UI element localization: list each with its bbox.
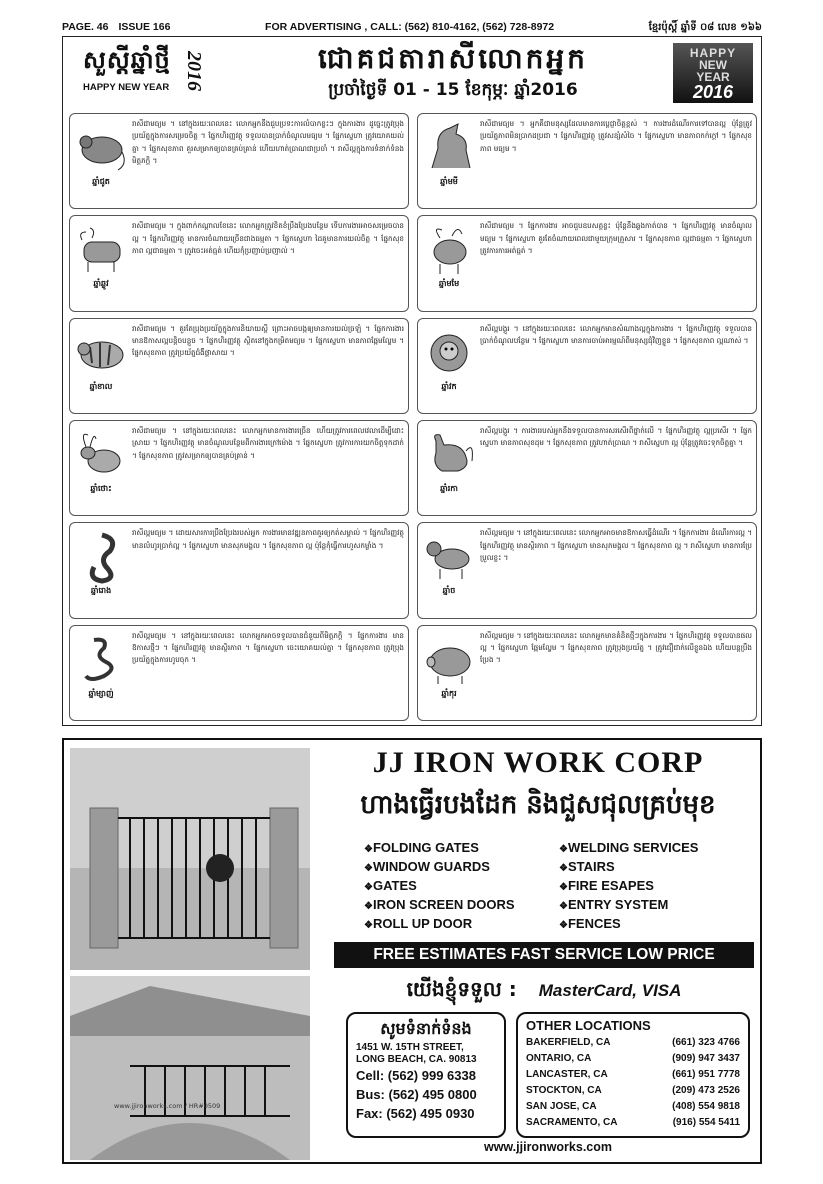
zodiac-text: រាសីជាមធ្យម ។ ក្នុងពាក់កណ្តាលខែនេះ លោកអ្នកត្រូវខិតខំប្រឹងប្រែងបន្ថែម ទើបការងារអាចសម្រេចបានល្អ ។ ផ្នែកហិរញ្ញវត្ថុ មានការចំណាយច្រើនជាងធម្មតា ។ ផ្នែកស្នេហា ដៃគូមានការយល់ចិត្ត ។ ផ្នែកសុខភាព ល្អជាធម្មតា ។ ត្រូវចេះអត់ធ្មត់ ហើយកុំប្រញាប់ប្រញាល់ ។ (132, 221, 404, 256)
service-item: ❖ FENCES (559, 916, 754, 935)
page-header (62, 20, 762, 34)
estimates-banner: FREE ESTIMATES FAST SERVICE LOW PRICE (334, 942, 754, 968)
location-phone: (916) 554 5411 (672, 1117, 740, 1128)
zodiac-card-pig (417, 625, 757, 721)
zodiac-card-tiger (69, 318, 409, 414)
contact-box (346, 1012, 506, 1138)
company-name: JJ IRON WORK CORP (372, 746, 704, 779)
address-line-2: LONG BEACH, CA. 90813 (356, 1054, 477, 1065)
zodiac-label: ឆ្នាំច (442, 586, 456, 596)
service-item: ❖ ENTRY SYSTEM (559, 897, 754, 916)
zodiac-card-rabbit (69, 420, 409, 516)
service-item: ❖ STAIRS (559, 859, 754, 878)
zodiac-label: ឆ្នាំវក (441, 381, 457, 391)
zodiac-label: ឆ្នាំរោង (90, 586, 112, 596)
photo-watermark: www.jjironworks.com / HR#0509 (114, 1102, 221, 1110)
location-row (526, 1099, 740, 1115)
new-year-greeting (83, 45, 233, 105)
zodiac-label: ឆ្នាំកុរ (441, 688, 457, 698)
horoscope-subtitle: ប្រចាំថ្ងៃទី 01 - 15 ខែកុម្ភៈ ឆ្នាំ2016 (328, 80, 578, 100)
zodiac-text: រាសីជាមធ្យម ។ គួរតែប្រុងប្រយ័ត្នក្នុងការនិយាយស្តី ព្រោះអាចបង្កឲ្យមានការយល់ច្រឡំ ។ ផ្នែកការងារ មានឱកាសល្អបន្តិចបន្តួច ។ ផ្នែកហិរញ្ញវត្ថុ ស្ថិតនៅក្នុងកម្រិតមធ្យម ។ ផ្នែកស្នេហា មានភាពផ្អែមល្ហែម ។ ផ្នែកសុខភាព ត្រូវប្រយ័ត្នជំងឺផ្តាសាយ ។ (132, 323, 404, 358)
zodiac-text: រាសីល្អមធ្យម ។ នៅក្នុងរយៈពេលនេះ លោកអ្នកអាចមានឱកាសធ្វើដំណើរ ។ ផ្នែកការងារ ដំណើរការល្អ ។ ផ្នែកហិរញ្ញវត្ថុ មានស្ថិរភាព ។ ផ្នែកស្នេហា មានសុភមង្គល ។ ផ្នែកសុខភាព ល្អ ។ រាសីស្នេហា មានការប្រែប្រួលខ្លះ ។ (480, 528, 752, 563)
new-year-badge (673, 43, 753, 103)
zodiac-card-ox (69, 215, 409, 311)
greeting-en: HAPPY NEW YEAR (83, 82, 170, 93)
location-city: SAN JOSE, CA (526, 1101, 597, 1112)
zodiac-card-dragon (69, 522, 409, 618)
badge-line-1: HAPPY (689, 46, 737, 60)
location-row (526, 1115, 740, 1131)
location-phone: (408) 554 9818 (672, 1101, 740, 1112)
service-item: ❖ WELDING SERVICES (559, 840, 754, 859)
service-item: ❖ GATES (364, 878, 559, 897)
horoscope-header (63, 37, 761, 109)
location-phone: (209) 473 2526 (672, 1085, 740, 1096)
service-item: ❖ FIRE ESAPES (559, 878, 754, 897)
zodiac-text: រាសីជាមធ្យម ។ នៅក្នុងរយៈពេលនេះ លោកអ្នកនឹងជួបប្រទះការលំបាកខ្លះៗ ក្នុងការងារ ដូច្នេះត្រូវប្រុងប្រយ័ត្នក្នុងការសម្រេចចិត្ត ។ ផ្នែកហិរញ្ញវត្ថុ ទទួលបានប្រាក់ចំណូលមធ្យម ។ ផ្នែកស្នេហា ត្រូវយោគយល់គ្នា ។ ផ្នែកសុខភាព គួរសម្រាកឲ្យបានគ្រប់គ្រាន់ ហើយហាត់ប្រាណជាប្រចាំ ។ រាសីល្អក្នុងការទំនាក់ទំនងមិត្តភក្តិ ។ (132, 119, 404, 166)
service-item: ❖ IRON SCREEN DOORS (364, 897, 559, 916)
service-item: ❖ WINDOW GUARDS (364, 859, 559, 878)
accepted-cards: MasterCard, VISA (538, 981, 682, 1000)
fax-number: Fax: (562) 495 0930 (356, 1106, 475, 1121)
zodiac-label: ឆ្នាំមមែ (438, 279, 460, 289)
badge-line-3: YEAR (696, 70, 730, 84)
zodiac-text: រាសីជាមធ្យម ។ អ្នកគឺជាមនុស្សដែលមានការប្តេជ្ញាចិត្តខ្ពស់ ។ ការងារដំណើរការទៅបានល្អ ប៉ុន្តែត្រូវប្រយ័ត្នភាពមិនប្រាកដប្រជា ។ ផ្នែកហិរញ្ញវត្ថុ ត្រូវសន្សំសំចៃ ។ ផ្នែកស្នេហា មានភាពកក់ក្តៅ ។ ផ្នែកសុខភាព មធ្យម ។ (480, 119, 752, 153)
zodiac-text: រាសីល្អបង្គួរ ។ ការងាររបស់អ្នកនឹងទទួលបានការសរសើរពីថ្នាក់លើ ។ ផ្នែកហិរញ្ញវត្ថុ ល្អប្រសើរ ។ ផ្នែកស្នេហា មានភាពសុខដុម ។ ផ្នែកសុខភាព ត្រូវហាត់ប្រាណ ។ រាសីស្នេហា ល្អ ប៉ុន្តែត្រូវចេះទុកចិត្តគ្នា ។ (480, 426, 752, 448)
location-row (526, 1035, 740, 1051)
location-phone: (661) 323 4766 (672, 1037, 740, 1048)
payment-accepted (334, 974, 754, 1008)
company-name-kh: ហាងធ្វើរបងដែក និងជួសជុលគ្រប់មុខ (360, 790, 716, 820)
services-list (364, 840, 754, 940)
zodiac-text: រាសីជាមធ្យម ។ នៅក្នុងរយៈពេលនេះ លោកអ្នកមានការងារច្រើន ហើយត្រូវការពេលវេលាដើម្បីដោះស្រាយ ។ ផ្នែកហិរញ្ញវត្ថុ មានចំណូលបន្ថែមពីការងារក្រៅម៉ោង ។ ផ្នែកស្នេហា ត្រូវការការយកចិត្តទុកដាក់ ។ ផ្នែកសុខភាព ត្រូវសម្រាកឲ្យបានគ្រប់គ្រាន់ ។ (132, 426, 404, 460)
location-city: STOCKTON, CA (526, 1085, 602, 1096)
address-line-1: 1451 W. 15TH STREET, (356, 1042, 464, 1053)
zodiac-text: រាសីល្អបង្គួរ ។ នៅក្នុងរយៈពេលនេះ លោកអ្នកមានសំណាងល្អក្នុងការងារ ។ ផ្នែកហិរញ្ញវត្ថុ ទទួលបានប្រាក់ចំណូលបន្ថែម ។ ផ្នែកស្នេហា មានការចាប់អារម្មណ៍ពីមនុស្សជុំវិញខ្លួន ។ ផ្នែកសុខភាព ល្អណាស់ ។ (480, 323, 752, 346)
badge-line-4: 2016 (692, 82, 734, 102)
cell-phone: Cell: (562) 999 6338 (356, 1068, 476, 1083)
service-item: ❖ ROLL UP DOOR (364, 916, 559, 935)
horoscope-title: ជោគជតារាសីលោកអ្នក (318, 42, 588, 75)
location-city: SACRAMENTO, CA (526, 1117, 618, 1128)
zodiac-label: ឆ្នាំឆ្លូវ (93, 279, 109, 289)
horoscope-section (62, 36, 762, 726)
location-city: BAKERFIELD, CA (526, 1037, 611, 1048)
zodiac-card-goat (417, 215, 757, 311)
page-number: PAGE. 46 (62, 21, 109, 33)
zodiac-card-horse (417, 113, 757, 209)
zodiac-card-rat (69, 113, 409, 209)
zodiac-text: រាសីជាមធ្យម ។ ផ្នែកការងារ អាចជួបឧបសគ្គខ្លះ ប៉ុន្តែនឹងឆ្លងកាត់បាន ។ ផ្នែកហិរញ្ញវត្ថុ មានចំណូលមធ្យម ។ ផ្នែកស្នេហា គួរតែចំណាយពេលជាមួយក្រុមគ្រួសារ ។ ផ្នែកសុខភាព ល្អជាធម្មតា ។ ផ្នែកស្នេហា ត្រូវការការអត់ធ្មត់ ។ (480, 221, 752, 256)
badge-line-2: NEW (699, 58, 727, 72)
zodiac-text: រាសីល្អមធ្យម ។ នៅក្នុងរយៈពេលនេះ លោកអ្នកមានគំនិតថ្មីៗក្នុងការងារ ។ ផ្នែកហិរញ្ញវត្ថុ ទទួលបានផលល្អ ។ ផ្នែកស្នេហា ផ្អែមល្ហែម ។ ផ្នែកសុខភាព ត្រូវប្រុងប្រយ័ត្ន ។ ត្រូវជឿជាក់លើខ្លួនឯង ហើយបន្តប្រឹងប្រែង ។ (480, 630, 752, 665)
advertising-contact: FOR ADVERTISING , CALL: (562) 810-4162, (562) 728-8972 (265, 21, 555, 33)
zodiac-label: ឆ្នាំម្សាញ់ (88, 688, 114, 698)
locations-title: OTHER LOCATIONS (526, 1018, 651, 1033)
location-phone: (661) 951 7778 (672, 1069, 740, 1080)
zodiac-label: ឆ្នាំថោះ (90, 484, 112, 493)
zodiac-label: ឆ្នាំមមី (440, 177, 458, 186)
zodiac-card-snake (69, 625, 409, 721)
greeting-year: 2016 (183, 51, 205, 91)
location-row (526, 1083, 740, 1099)
other-locations-box (516, 1012, 750, 1138)
zodiac-card-monkey (417, 318, 757, 414)
contact-title-kh: សូមទំនាក់ទំនង (380, 1019, 472, 1038)
service-item: ❖ FOLDING GATES (364, 840, 559, 859)
greeting-kh: សួស្តីឆ្នាំថ្មី (83, 46, 171, 74)
zodiac-card-dog (417, 522, 757, 618)
gate-photo (70, 748, 310, 970)
business-phone: Bus: (562) 495 0800 (356, 1087, 477, 1102)
zodiac-label: ឆ្នាំរកា (440, 484, 458, 493)
zodiac-grid (69, 113, 757, 721)
zodiac-label: ឆ្នាំជូត (92, 177, 110, 186)
zodiac-text: រាសីល្អមធ្យម ។ ដោយសារការប្រឹងប្រែងរបស់អ្នក ការងារមានវឌ្ឍនភាពគួរឲ្យកត់សម្គាល់ ។ ផ្នែកហិរញ្ញវត្ថុ មានលំហូរប្រាក់ល្អ ។ ផ្នែកស្នេហា មានសុភមង្គល ។ ផ្នែកសុខភាព ល្អ ប៉ុន្តែកុំធ្វើការហួសកម្លាំង ។ (132, 528, 404, 550)
issue-number: ISSUE 166 (118, 21, 171, 33)
location-city: ONTARIO, CA (526, 1053, 592, 1064)
location-row (526, 1051, 740, 1067)
location-city: LANCASTER, CA (526, 1069, 608, 1080)
accept-label-kh: យើងខ្ញុំទទួល : (406, 977, 517, 1001)
location-phone: (909) 947 3437 (672, 1053, 740, 1064)
zodiac-label: ឆ្នាំខាល (89, 381, 113, 391)
location-row (526, 1067, 740, 1083)
issue-kh: ខ្មែរប៉ុស្តិ៍ ឆ្នាំទី ០៨ លេខ ១៦៦ (648, 21, 762, 33)
website-link[interactable]: www.jjironworks.com (483, 1140, 613, 1154)
zodiac-text: រាសីល្អមធ្យម ។ នៅក្នុងរយៈពេលនេះ លោកអ្នកអាចទទួលបានជំនួយពីមិត្តភក្តិ ។ ផ្នែកការងារ មានឱកាសថ្មីៗ ។ ផ្នែកហិរញ្ញវត្ថុ មានស្ថិរភាព ។ ផ្នែកស្នេហា ចេះយោគយល់គ្នា ។ ផ្នែកសុខភាព ត្រូវប្រុងប្រយ័ត្នក្នុងការហូបចុក ។ (132, 630, 404, 665)
balcony-photo (70, 976, 310, 1160)
iron-work-ad (62, 738, 762, 1164)
zodiac-card-rooster (417, 420, 757, 516)
